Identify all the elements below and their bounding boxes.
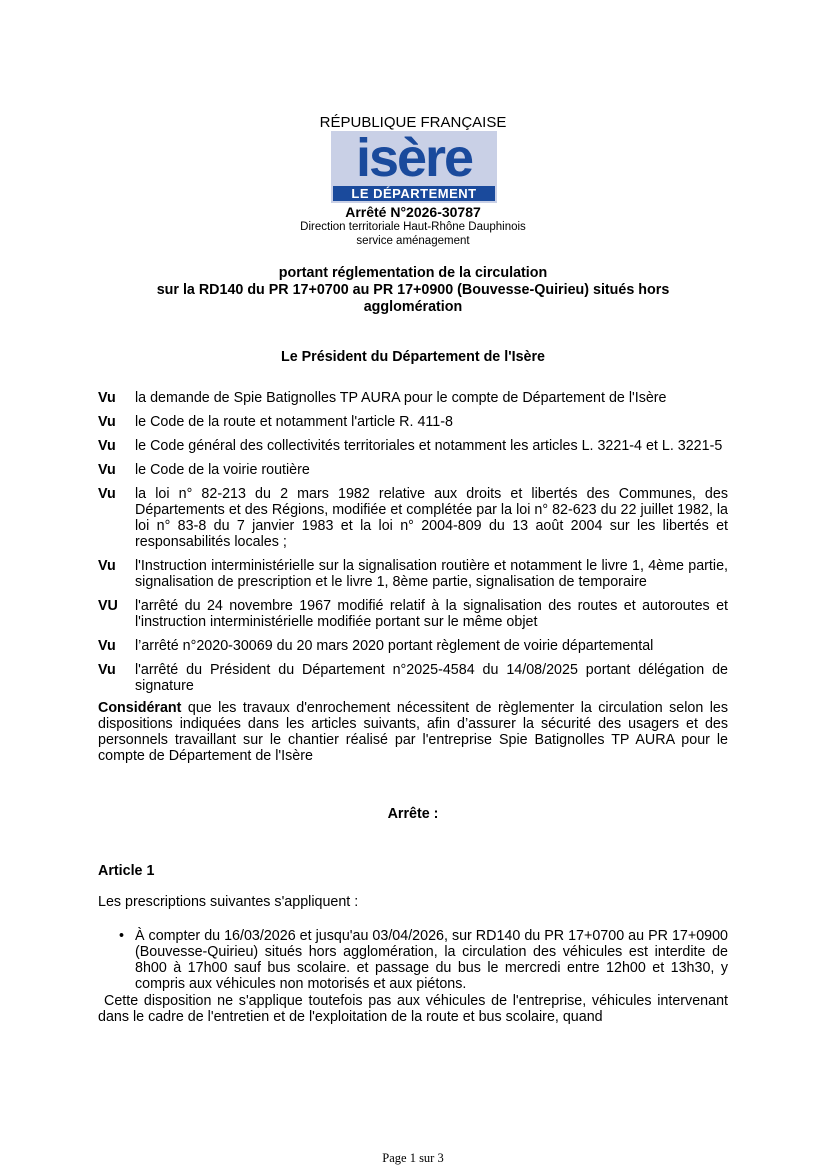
visa-item	[98, 598, 728, 630]
considerant-paragraph	[98, 700, 728, 764]
visa-item	[98, 558, 728, 590]
visa-label: Vu	[98, 638, 116, 654]
visa-text: la loi n° 82-213 du 2 mars 1982 relative aux droits et libertés des Communes, des Départements et des Régions, modifiée et complétée par la loi n° 82-623 du 22 juillet 1982, la loi n° 83-8 du 7 janvier 1983 et la loi n° 2004-809 du 13 août 2004 sur les libertés et responsabilités locales ;	[135, 486, 728, 550]
visa-label: Vu	[98, 662, 116, 678]
considerant-text: que les travaux d'enrochement nécessitent de règlementer la circulation selon les dispositions indiquées dans les articles suivants, afin d’assurer la sécurité des usagers et des personnels travaillant sur le chantier réalisé par l'entreprise Spie Batignolles TP AURA pour le compte de Département de l'Isère	[98, 700, 728, 764]
visa-label: Vu	[98, 414, 116, 430]
title-line-1: portant réglementation de la circulation	[278, 265, 548, 281]
visa-text: l'Instruction interministérielle sur la signalisation routière et notamment le livre 1, 4ème partie, signalisation de prescription et le livre 1, 8ème partie, signalisation de temporaire	[135, 558, 728, 590]
visa-text: le Code de la route et notamment l'article R. 411-8	[135, 414, 453, 430]
visa-text: l'arrêté du Président du Département n°2025-4584 du 14/08/2025 portant délégation de signature	[135, 662, 728, 694]
title-line-2: sur la RD140 du PR 17+0700 au PR 17+0900 (Bouvesse-Quirieu) situés hors	[156, 282, 670, 298]
title-line-3: agglomération	[363, 299, 463, 315]
visa-item	[98, 486, 728, 550]
visa-item	[98, 438, 728, 454]
visa-label: Vu	[98, 438, 116, 454]
visa-item	[98, 414, 728, 430]
visa-text: l’arrêté n°2020-30069 du 20 mars 2020 portant règlement de voirie départemental	[135, 638, 654, 654]
page-number: Page 1 sur 3	[382, 1151, 444, 1165]
visa-item	[98, 638, 728, 654]
visa-item	[98, 390, 728, 406]
article-1-intro: Les prescriptions suivantes s'appliquent :	[98, 894, 359, 910]
bullet-icon: •	[119, 928, 125, 944]
isere-logo	[331, 131, 497, 203]
logo-word: isère	[355, 131, 473, 185]
visa-label: Vu	[98, 462, 116, 478]
arrete-heading: Arrête :	[387, 806, 439, 822]
visa-text: le Code de la voirie routière	[135, 462, 310, 478]
considerant-label: Considérant	[98, 700, 182, 716]
visa-text: la demande de Spie Batignolles TP AURA pour le compte de Département de l'Isère	[135, 390, 667, 406]
republic-heading: RÉPUBLIQUE FRANÇAISE	[319, 114, 507, 131]
visa-label: Vu	[98, 558, 116, 574]
article-1-heading: Article 1	[98, 863, 155, 879]
visa-item	[98, 462, 728, 478]
visa-label: Vu	[98, 390, 116, 406]
visa-text: l'arrêté du 24 novembre 1967 modifié relatif à la signalisation des routes et autoroutes et l'instruction interministérielle modifiée portant sur le même objet	[135, 598, 728, 630]
article-1-exception: Cette disposition ne s'applique toutefois pas aux véhicules de l'entreprise, véhicules intervenant dans le cadre de l'entretien et de l'exploitation de la route et bus scolaire, quand	[98, 993, 728, 1025]
article-1-bullet-row	[98, 928, 728, 992]
logo-band: LE DÉPARTEMENT	[333, 186, 495, 201]
visa-item	[98, 662, 728, 694]
arrete-number: Arrêté N°2026-30787	[345, 204, 481, 220]
president-heading: Le Président du Département de l'Isère	[280, 349, 545, 365]
visa-label: Vu	[98, 486, 116, 502]
direction: Direction territoriale Haut-Rhône Dauphinois	[300, 221, 526, 233]
visa-text: le Code général des collectivités territoriales et notamment les articles L. 3221-4 et L. 3221-5	[135, 438, 723, 454]
article-1-bullet: À compter du 16/03/2026 et jusqu'au 03/04/2026, sur RD140 du PR 17+0700 au PR 17+0900 (Bouvesse-Quirieu) situés hors agglomération, la circulation des véhicules est interdite de 8h00 à 17h00 sauf bus scolaire. et passage du bus le mercredi entre 12h00 et 13h30, y compris aux véhicules non motorisés et aux piétons.	[135, 928, 728, 992]
service: service aménagement	[356, 235, 470, 247]
visa-label: VU	[98, 598, 118, 614]
body-content	[98, 390, 728, 1025]
